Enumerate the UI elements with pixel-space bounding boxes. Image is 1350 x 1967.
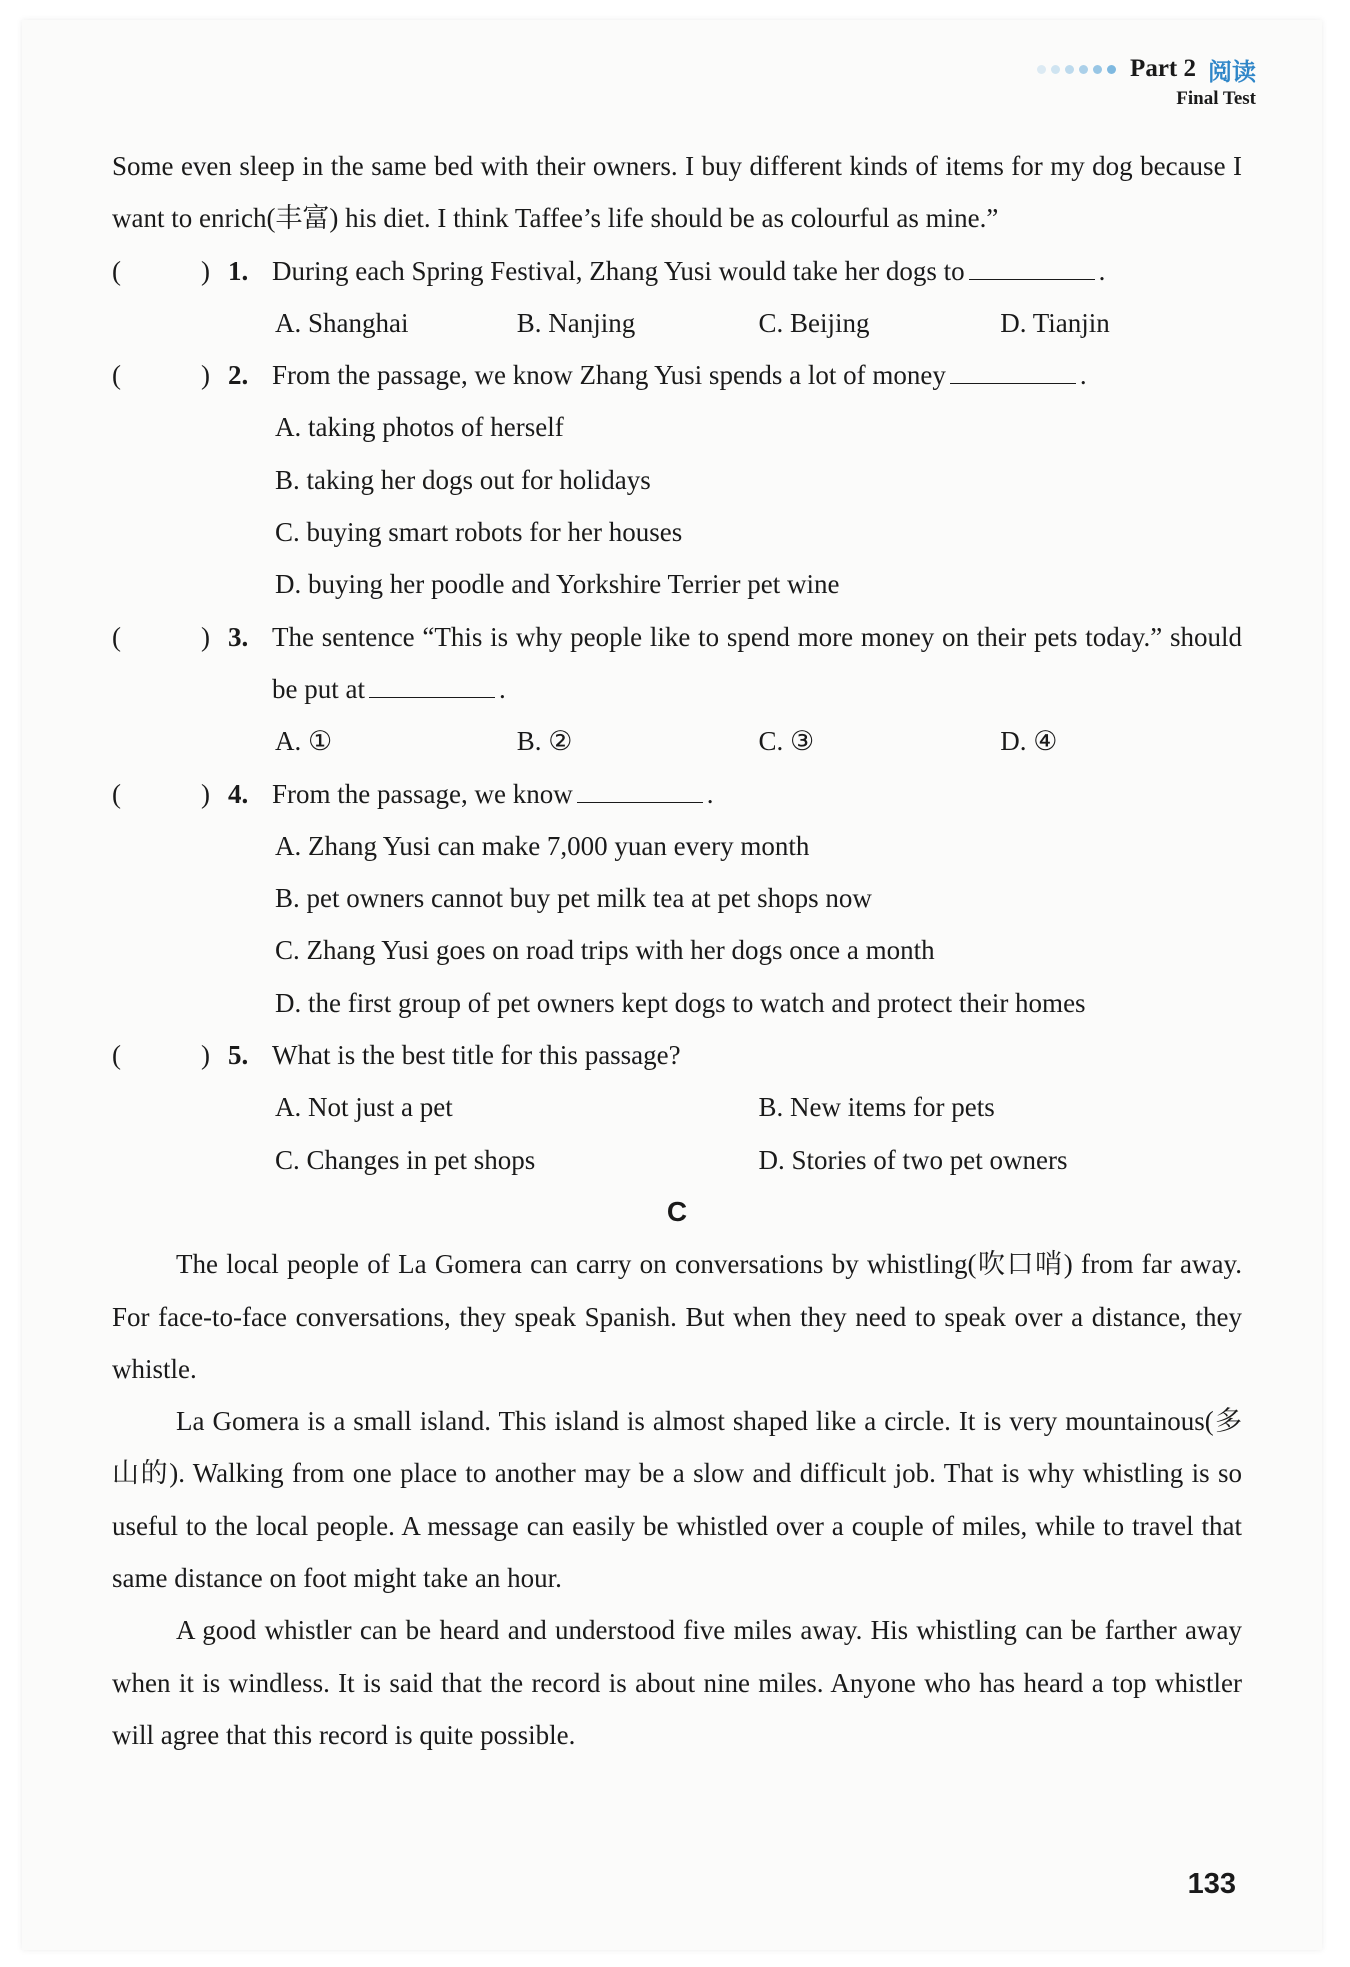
answer-blank	[950, 361, 1076, 384]
option-d: D. Stories of two pet owners	[758, 1144, 1068, 1175]
question-number: 5.	[228, 1040, 249, 1071]
question-3	[112, 611, 1242, 716]
question-stem: What is the best title for this passage?	[272, 1040, 681, 1071]
stem-text: From the passage, we know Zhang Yusi spends a lot of money	[272, 360, 946, 391]
option-c: C. buying smart robots for her houses	[275, 517, 683, 548]
option-b: B. ②	[516, 726, 573, 757]
question-2	[112, 349, 1242, 401]
question-number: 3.	[228, 621, 249, 652]
section-c-paragraph-2: La Gomera is a small island. This island is almost shaped like a circle. It is very mountainous(多山的). Walking from one place to another may be a slow and difficult job. That is why whistling is so useful to the local people. A message can easily be whistled over a couple of miles, while to travel that same distance on foot might take an hour.	[112, 1406, 1242, 1594]
option-b: B. taking her dogs out for holidays	[275, 464, 651, 495]
bracket-close: )	[201, 255, 210, 286]
answer-bracket[interactable]	[112, 611, 210, 663]
stem-text: The sentence “This is why people like to spend more money on their pets today.” should be put at	[272, 621, 1242, 704]
option-d: D. ④	[1000, 726, 1058, 757]
question-stem	[272, 779, 713, 809]
bracket-open: (	[112, 360, 121, 391]
answer-bracket[interactable]	[112, 768, 210, 820]
answer-blank	[577, 780, 703, 803]
option-c: C. Changes in pet shops	[275, 1144, 536, 1175]
question-1-options	[112, 297, 1242, 349]
stem-end: .	[706, 778, 714, 809]
option-a: A. Zhang Yusi can make 7,000 yuan every month	[275, 830, 810, 861]
section-heading: C	[666, 1195, 688, 1227]
section-c-paragraph-3: A good whistler can be heard and understood five miles away. His whistling can be farther away when it is windless. It is said that the record is about nine miles. Anyone who has heard a top whistler will agree that this record is quite possible.	[112, 1615, 1242, 1750]
dot-icon	[1037, 65, 1046, 74]
dot-icon	[1065, 65, 1074, 74]
stem-end: .	[1079, 360, 1087, 391]
answer-blank	[969, 257, 1095, 280]
question-1	[112, 245, 1242, 297]
bracket-close: )	[201, 621, 210, 652]
option-a: A. taking photos of herself	[275, 412, 564, 443]
option-d: D. buying her poodle and Yorkshire Terrier pet wine	[275, 569, 840, 600]
option-b: B. Nanjing	[516, 307, 636, 338]
bracket-open: (	[112, 255, 121, 286]
question-stem	[272, 256, 1105, 286]
dot-icon	[1079, 65, 1088, 74]
page-number: 133	[1187, 1868, 1236, 1900]
option-c: C. Beijing	[758, 307, 870, 338]
option-a: A. ①	[275, 726, 333, 757]
answer-bracket[interactable]	[112, 245, 210, 297]
dot-icon	[1107, 65, 1116, 74]
dot-icon	[1093, 65, 1102, 74]
part-label: Part 2	[1130, 55, 1196, 82]
question-5-options-row-1	[112, 1081, 1242, 1133]
option-b: B. pet owners cannot buy pet milk tea at pet shops now	[275, 883, 872, 914]
section-c-paragraph-1: The local people of La Gomera can carry on conversations by whistling(吹口哨) from far away. For face-to-face conversations, they speak Spanish. But when they need to speak over a distance, they whistle.	[112, 1249, 1242, 1384]
question-4	[112, 768, 1242, 820]
option-b: B. New items for pets	[758, 1092, 995, 1123]
stem-text: From the passage, we know	[272, 778, 573, 809]
option-d: D. Tianjin	[1000, 307, 1110, 338]
question-3-options	[112, 715, 1242, 767]
question-number: 4.	[228, 778, 249, 809]
option-a: A. Not just a pet	[275, 1092, 453, 1123]
option-a: A. Shanghai	[275, 307, 409, 338]
bracket-close: )	[201, 360, 210, 391]
question-5	[112, 1029, 1242, 1081]
bracket-open: (	[112, 1040, 121, 1071]
page-header	[1037, 52, 1256, 110]
page-content	[112, 140, 1242, 1761]
question-number: 2.	[228, 360, 249, 391]
dot-icon	[1051, 65, 1060, 74]
part-chinese-label: 阅读	[1208, 57, 1256, 86]
stem-end: .	[1098, 255, 1106, 286]
option-c: C. Zhang Yusi goes on road trips with her dogs once a month	[275, 935, 935, 966]
question-stem	[272, 360, 1087, 390]
stem-text: During each Spring Festival, Zhang Yusi would take her dogs to	[272, 255, 965, 286]
answer-bracket[interactable]	[112, 1029, 210, 1081]
bracket-close: )	[201, 778, 210, 809]
option-d: D. the first group of pet owners kept dogs to watch and protect their homes	[275, 987, 1086, 1018]
question-5-options-row-2	[112, 1134, 1242, 1186]
bracket-open: (	[112, 778, 121, 809]
answer-blank	[369, 675, 495, 698]
header-subtitle: Final Test	[1176, 88, 1256, 109]
question-stem	[272, 611, 1242, 716]
intro-paragraph: Some even sleep in the same bed with their owners. I buy different kinds of items for my dog because I want to enrich(丰富) his diet. I think Taffee’s life should be as colourful as mine.”	[112, 151, 1242, 234]
question-number: 1.	[228, 255, 249, 286]
bracket-open: (	[112, 621, 121, 652]
option-c: C. ③	[758, 726, 815, 757]
bracket-close: )	[201, 1040, 210, 1071]
decorative-dots	[1037, 65, 1116, 74]
answer-bracket[interactable]	[112, 349, 210, 401]
header-part-line	[1037, 52, 1256, 86]
stem-end: .	[498, 673, 506, 704]
